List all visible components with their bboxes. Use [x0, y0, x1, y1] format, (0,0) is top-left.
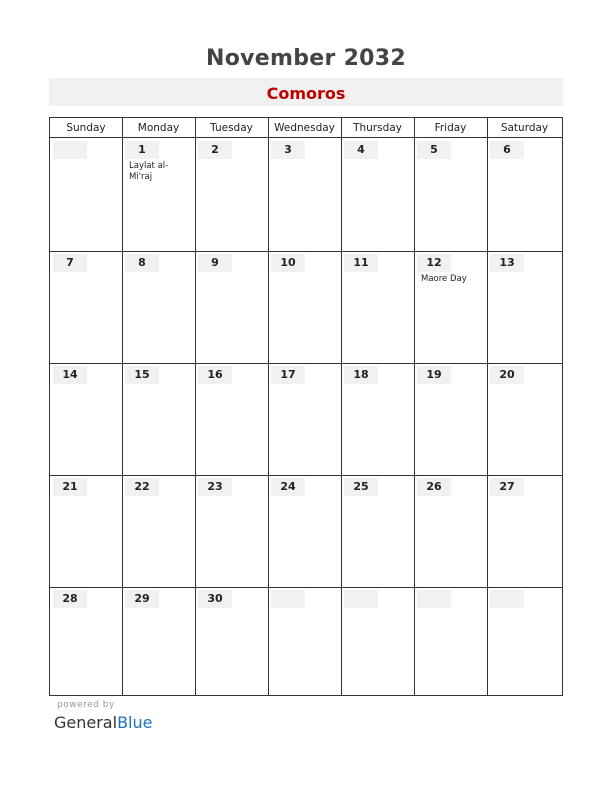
- day-cell-12[interactable]: [415, 252, 487, 363]
- day-cell-7[interactable]: [51, 252, 122, 363]
- day-cell-1[interactable]: [123, 139, 195, 251]
- generalblue-logo[interactable]: [54, 713, 152, 732]
- day-number: 16: [198, 366, 232, 384]
- weekday-thursday: Thursday: [353, 122, 402, 134]
- day-number: 5: [417, 141, 451, 159]
- day-number: [344, 590, 378, 608]
- day-number: 30: [198, 590, 232, 608]
- day-cell-3[interactable]: [269, 139, 341, 251]
- holiday-event: Laylat al-Mi'raj: [129, 161, 169, 182]
- day-number: 6: [490, 141, 524, 159]
- day-number: 13: [490, 254, 524, 272]
- day-cell-24[interactable]: [269, 476, 341, 587]
- weekday-sunday: Sunday: [66, 122, 106, 134]
- day-number: 12: [417, 254, 451, 272]
- day-cell-20[interactable]: [488, 364, 562, 475]
- day-number: 20: [490, 366, 524, 384]
- day-number: 10: [271, 254, 305, 272]
- country-name: Comoros: [266, 84, 346, 103]
- day-cell-25[interactable]: [342, 476, 414, 587]
- empty-day-cell: [415, 588, 487, 695]
- day-number: 14: [53, 366, 87, 384]
- day-number: [271, 590, 305, 608]
- holiday-event: Maore Day: [421, 274, 467, 284]
- day-cell-14[interactable]: [51, 364, 122, 475]
- brand-general-text: General: [54, 713, 118, 732]
- day-cell-2[interactable]: [196, 139, 268, 251]
- day-cell-28[interactable]: [51, 588, 122, 695]
- weekday-saturday: Saturday: [500, 122, 549, 134]
- brand-blue-text: Blue: [117, 713, 153, 732]
- day-number: 27: [490, 478, 524, 496]
- day-cell-30[interactable]: [196, 588, 268, 695]
- day-number: 7: [53, 254, 87, 272]
- weekday-wednesday: Wednesday: [274, 122, 335, 134]
- day-cell-4[interactable]: [342, 139, 414, 251]
- day-cell-11[interactable]: [342, 252, 414, 363]
- day-cell-8[interactable]: [123, 252, 195, 363]
- day-cell-5[interactable]: [415, 139, 487, 251]
- day-number: 4: [344, 141, 378, 159]
- calendar-grid: [49, 117, 563, 696]
- day-number: 17: [271, 366, 305, 384]
- day-cell-29[interactable]: [123, 588, 195, 695]
- day-number: 9: [198, 254, 232, 272]
- day-number: 29: [125, 590, 159, 608]
- day-cell-13[interactable]: [488, 252, 562, 363]
- day-number: 3: [271, 141, 305, 159]
- powered-by-label: powered by: [57, 700, 115, 710]
- day-number: [490, 590, 524, 608]
- day-number: 22: [125, 478, 159, 496]
- empty-day-cell: [342, 588, 414, 695]
- empty-day-cell: [51, 139, 122, 251]
- day-cell-9[interactable]: [196, 252, 268, 363]
- day-cell-26[interactable]: [415, 476, 487, 587]
- day-cell-19[interactable]: [415, 364, 487, 475]
- day-number: 18: [344, 366, 378, 384]
- weekday-tuesday: Tuesday: [210, 122, 253, 134]
- day-cell-6[interactable]: [488, 139, 562, 251]
- day-number: 1: [125, 141, 159, 159]
- day-cell-10[interactable]: [269, 252, 341, 363]
- day-cell-23[interactable]: [196, 476, 268, 587]
- empty-day-cell: [269, 588, 341, 695]
- day-number: 26: [417, 478, 451, 496]
- day-number: 28: [53, 590, 87, 608]
- day-number: 23: [198, 478, 232, 496]
- day-number: 25: [344, 478, 378, 496]
- day-number: 2: [198, 141, 232, 159]
- empty-day-cell: [488, 588, 562, 695]
- day-number: [53, 141, 87, 159]
- weekday-friday: Friday: [434, 122, 467, 134]
- day-number: 15: [125, 366, 159, 384]
- day-number: 8: [125, 254, 159, 272]
- day-cell-27[interactable]: [488, 476, 562, 587]
- day-number: 24: [271, 478, 305, 496]
- day-number: 21: [53, 478, 87, 496]
- day-number: [417, 590, 451, 608]
- calendar-title: November 2032: [205, 46, 407, 71]
- day-number: 11: [344, 254, 378, 272]
- day-cell-22[interactable]: [123, 476, 195, 587]
- day-cell-17[interactable]: [269, 364, 341, 475]
- day-cell-21[interactable]: [51, 476, 122, 587]
- weekday-header-row: [50, 118, 562, 138]
- day-cell-15[interactable]: [123, 364, 195, 475]
- day-cell-18[interactable]: [342, 364, 414, 475]
- day-cell-16[interactable]: [196, 364, 268, 475]
- day-number: 19: [417, 366, 451, 384]
- weekday-monday: Monday: [137, 122, 180, 134]
